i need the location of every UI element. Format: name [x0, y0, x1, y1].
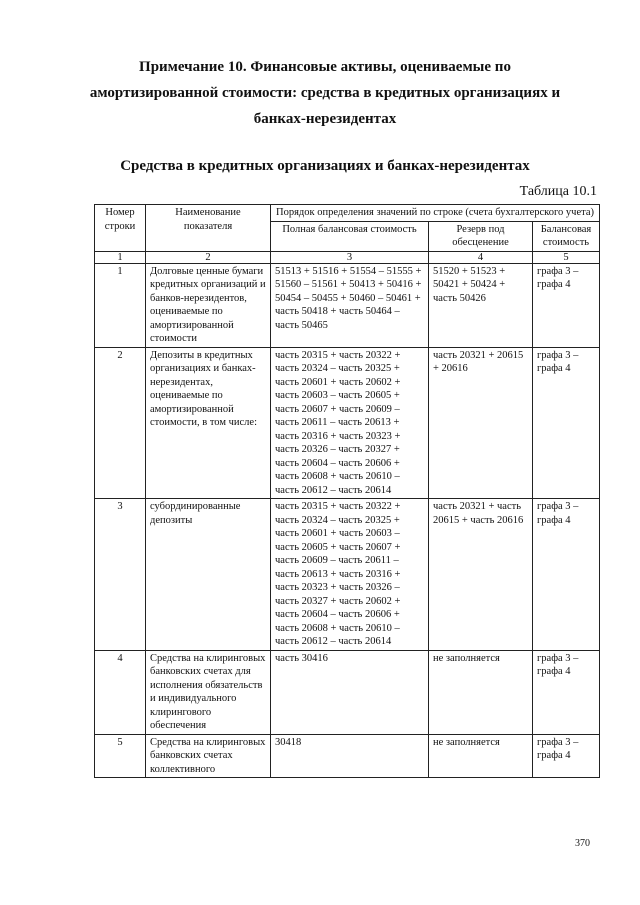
row-number-cell: 5 — [95, 734, 146, 778]
row-number-cell: 4 — [95, 650, 146, 734]
column-number: 2 — [146, 251, 271, 263]
column-number: 1 — [95, 251, 146, 263]
table-row — [95, 499, 600, 651]
note-heading-line-2: амортизированной стоимости: средства в кредитных организациях и — [89, 85, 561, 101]
row-number-cell: 3 — [95, 499, 146, 651]
full-balance-cell: часть 30416 — [271, 650, 429, 734]
indicator-name-cell: Средства на клиринговых банковских счетах для исполнения обязательств и индивидуального клирингового обеспечения — [146, 650, 271, 734]
table-header-row — [95, 205, 600, 222]
full-balance-cell: 30418 — [271, 734, 429, 778]
table-label: Таблица 10.1 — [519, 184, 597, 199]
balance-value-cell: графа 3 – графа 4 — [533, 499, 600, 651]
reserve-cell: часть 20321 + часть 20615 + часть 20616 — [429, 499, 533, 651]
reserve-cell: не заполняется — [429, 650, 533, 734]
table-row — [95, 734, 600, 778]
header-indicator-name: Наименование показателя — [146, 205, 271, 252]
table-row — [95, 263, 600, 347]
column-number: 4 — [429, 251, 533, 263]
full-balance-cell: часть 20315 + часть 20322 + часть 20324 – часть 20325 + часть 20601 + часть 20602 + часть 20603 – часть 20605 + часть 20607 + часть 20609 – часть 20611 – часть 20613 + часть 20316 + часть 20323 + часть 20326 – часть 20327 + часть 20604 – часть 20606 + часть 20608 + часть 20610 – часть 20612 – часть 20614 — [271, 347, 429, 499]
assets-table — [94, 204, 600, 778]
indicator-name-cell: Депозиты в кредитных организациях и банках-нерезидентах, оцениваемые по амортизированной стоимости, в том числе: — [146, 347, 271, 499]
column-number: 3 — [271, 251, 429, 263]
note-heading-line-3: банках-нерезидентах — [253, 111, 397, 127]
balance-value-cell: графа 3 – графа 4 — [533, 734, 600, 778]
table-row — [95, 347, 600, 499]
indicator-name-cell: Средства на клиринговых банковских счетах коллективного — [146, 734, 271, 778]
header-row-number: Номер строки — [95, 205, 146, 252]
row-number-cell: 2 — [95, 347, 146, 499]
page-number: 370 — [575, 838, 590, 849]
indicator-name-cell: субординированные депозиты — [146, 499, 271, 651]
indicator-name-cell: Долговые ценные бумаги кредитных организаций и банков-нерезидентов, оцениваемые по амортизированной стоимости — [146, 263, 271, 347]
header-full-balance: Полная балансовая стоимость — [271, 221, 429, 251]
balance-value-cell: графа 3 – графа 4 — [533, 347, 600, 499]
reserve-cell: часть 20321 + 20615 + 20616 — [429, 347, 533, 499]
header-determination-order: Порядок определения значений по строке (счета бухгалтерского учета) — [271, 205, 600, 222]
reserve-cell: 51520 + 51523 + 50421 + 50424 + часть 50426 — [429, 263, 533, 347]
header-reserve: Резерв под обесценение — [429, 221, 533, 251]
note-heading — [60, 54, 590, 132]
reserve-cell: не заполняется — [429, 734, 533, 778]
balance-value-cell: графа 3 – графа 4 — [533, 263, 600, 347]
balance-value-cell: графа 3 – графа 4 — [533, 650, 600, 734]
full-balance-cell: 51513 + 51516 + 51554 – 51555 + 51560 – 51561 + 50413 + 50416 + 50454 – 50455 + 50460 – 50461 + часть 50418 + часть 50464 – часть 50465 — [271, 263, 429, 347]
row-number-cell: 1 — [95, 263, 146, 347]
full-balance-cell: часть 20315 + часть 20322 + часть 20324 – часть 20325 + часть 20601 + часть 20603 – часть 20605 + часть 20607 + часть 20609 – часть 20611 – часть 20613 + часть 20316 + часть 20323 + часть 20326 – часть 20327 + часть 20602 + часть 20604 – часть 20606 + часть 20608 + часть 20610 – часть 20612 – часть 20614 — [271, 499, 429, 651]
header-balance-value: Балансовая стоимость — [533, 221, 600, 251]
column-numbers-row — [95, 251, 600, 263]
table-row — [95, 650, 600, 734]
section-subheading: Средства в кредитных организациях и банках-нерезидентах — [120, 158, 530, 174]
note-heading-line-1: Примечание 10. Финансовые активы, оцениваемые по — [139, 59, 511, 75]
column-number: 5 — [533, 251, 600, 263]
